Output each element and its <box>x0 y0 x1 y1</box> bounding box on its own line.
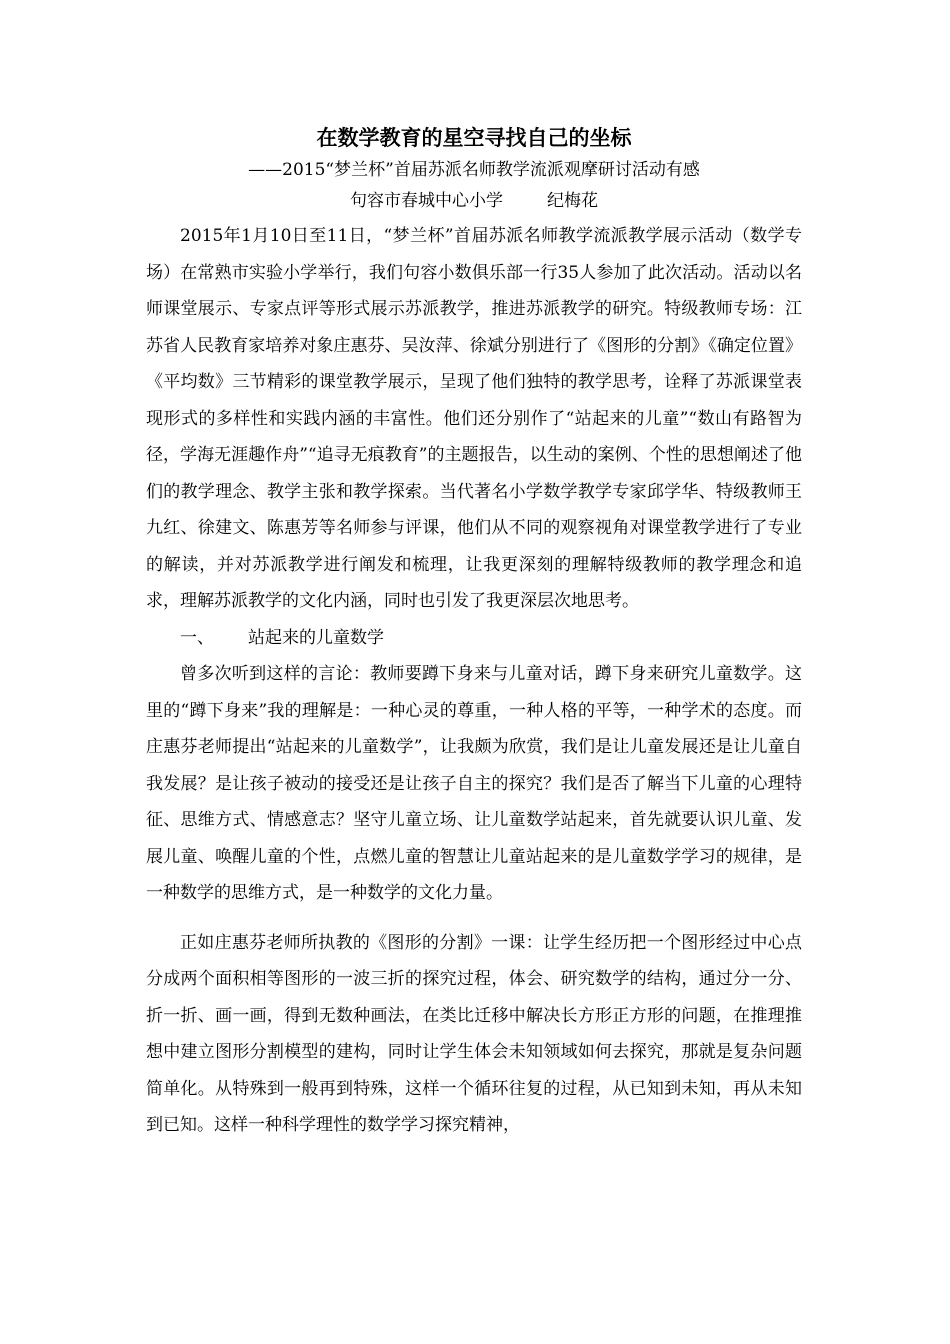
section-title: 站起来的儿童数学 <box>248 627 384 648</box>
author-school: 句容市春城中心小学 <box>350 191 503 211</box>
body-paragraph: 正如庄惠芬老师所执教的《图形的分割》一课：让学生经历把一个图形经过中心点分成两个面积相等图形的一波三折的探究过程，体会、研究数学的结构，通过分一分、折一折、画一画，得到无数种画法，在类比迁移中解决长方形正方形的问题，在推理推想中建立图形分割模型的建构，同时让学生体会未知领域如何去探究，那就是复杂问题简单化。从特殊到一般再到特殊，这样一个循环往复的过程，从已知到未知，再从未知到已知。这样一种科学理性的数学学习探究精神， <box>146 932 802 1135</box>
author-line <box>146 190 802 212</box>
document-subtitle: ——2015“梦兰杯”首届苏派名师教学流派观摩研讨活动有感 <box>248 160 700 180</box>
intro-paragraph: 2015年1月10日至11日，“梦兰杯”首届苏派名师教学流派教学展示活动（数学专场）在常熟市实验小学举行，我们句容小数俱乐部一行35人参加了此次活动。活动以名师课堂展示、专家点评等形式展示苏派教学，推进苏派教学的研究。特级教师专场：江苏省人民教育家培养对象庄惠芬、吴汝萍、徐斌分别进行了《图形的分割》《确定位置》《平均数》三节精彩的课堂教学展示，呈现了他们独特的教学思考，诠释了苏派课堂表现形式的多样性和实践内涵的丰富性。他们还分别作了“站起来的儿童”“数山有路智为径，学海无涯趣作舟”“追寻无痕教育”的主题报告，以生动的案例、个性的思想阐述了他们的教学理念、教学主张和教学探索。当代著名小学数学教学专家邱学华、特级教师王九红、徐建文、陈惠芳等名师参与评课，他们从不同的观察视角对课堂教学进行了专业的解读，并对苏派教学进行阐发和梳理，让我更深刻的理解特级教师的教学理念和追求，理解苏派教学的文化内涵，同时也引发了我更深层次地思考。 <box>146 226 802 611</box>
section-heading <box>146 620 802 657</box>
body-paragraph: 曾多次听到这样的言论：教师要蹲下身来与儿童对话，蹲下身来研究儿童数学。这里的“蹲下身来”我的理解是：一种心灵的尊重，一种人格的平等，一种学术的态度。而庄惠芬老师提出“站起来的儿童数学”，让我颇为欣赏，我们是让儿童发展还是让儿童自我发展？是让孩子被动的接受还是让孩子自主的探究？我们是否了解当下儿童的心理特征、思维方式、情感意志？坚守儿童立场、让儿童数学站起来，首先就要认识儿童、发展儿童、唤醒儿童的个性，点燃儿童的智慧让儿童站起来的是儿童数学学习的规律，是一种数学的思维方式，是一种数学的文化力量。 <box>146 664 802 903</box>
author-name: 纪梅花 <box>547 191 598 211</box>
paragraph-spacer <box>146 912 802 925</box>
section-number: 一、 <box>180 627 214 648</box>
document-title: 在数学教育的星空寻找自己的坐标 <box>316 125 632 150</box>
